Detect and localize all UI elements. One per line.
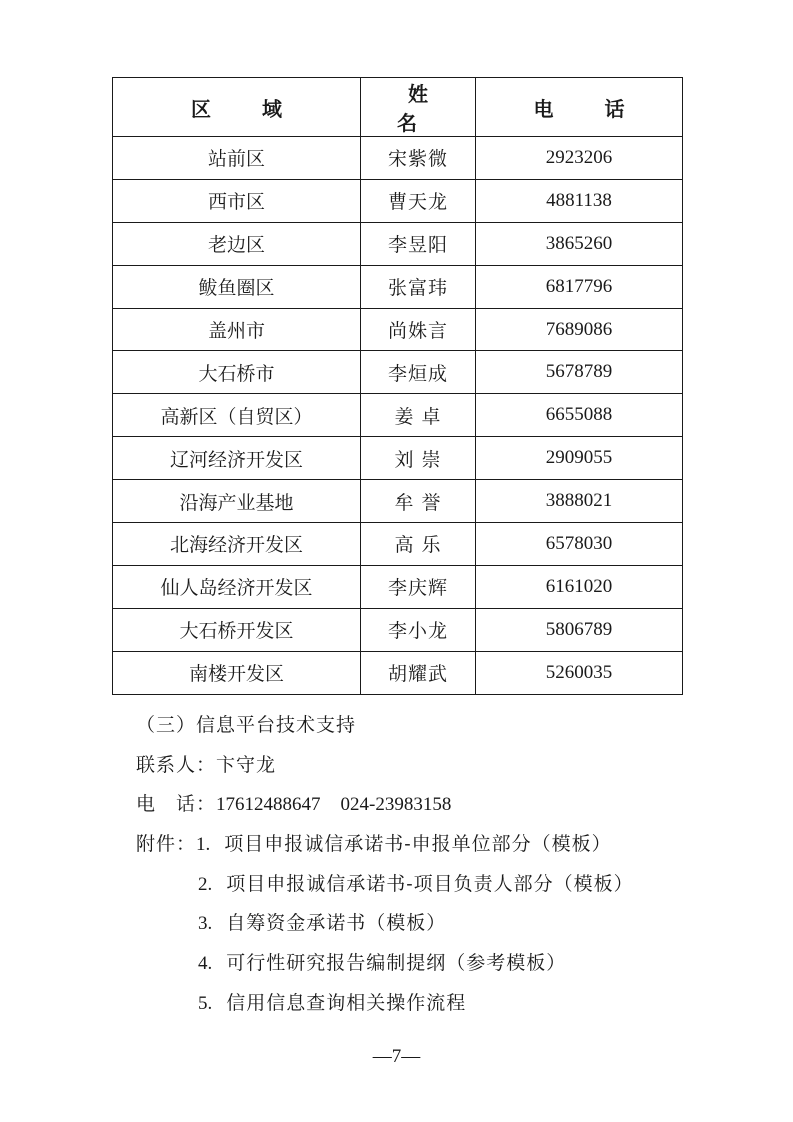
phone-cell: 5806789 [476,608,683,651]
attachment-number: 4. [198,953,213,975]
phone-cell: 6578030 [476,523,683,566]
attachment-number: 2. [198,873,213,895]
table-row [113,179,683,222]
attachment-item [136,865,736,905]
table-row [113,523,683,566]
contact-table [112,77,683,695]
attachment-title: 项目申报诚信承诺书-申报单位部分（模板） [224,833,612,856]
region-cell: 仙人岛经济开发区 [113,565,361,608]
phone-cell: 2909055 [476,437,683,480]
header-phone: 电 话 [476,78,683,137]
name-cell: 李庆辉 [361,565,476,608]
attachment-number: 3. [198,913,213,935]
phone-cell: 6817796 [476,265,683,308]
region-cell: 盖州市 [113,308,361,351]
header-name: 姓 名 [361,78,476,137]
contact-label: 联系人： [136,753,217,776]
region-cell: 北海经济开发区 [113,523,361,566]
phone-mobile: 17612488647 [216,794,321,816]
table-row [113,651,683,694]
phone-cell: 7689086 [476,308,683,351]
phone-cell: 5678789 [476,351,683,394]
name-cell: 李小龙 [361,608,476,651]
phone-cell: 5260035 [476,651,683,694]
region-cell: 老边区 [113,222,361,265]
region-cell: 辽河经济开发区 [113,437,361,480]
phone-label: 电 话： [136,793,217,816]
name-cell: 姜 卓 [361,394,476,437]
phone-cell: 2923206 [476,137,683,180]
attachment-number: 1. [196,834,211,856]
phone-cell: 3888021 [476,480,683,523]
table-body [113,137,683,695]
name-cell: 胡耀武 [361,651,476,694]
attachment-title: 信用信息查询相关操作流程 [226,991,467,1014]
name-cell: 曹天龙 [361,179,476,222]
attachment-number: 5. [198,992,213,1014]
info-block [136,706,736,1024]
name-cell: 李烜成 [361,351,476,394]
region-cell: 大石桥市 [113,351,361,394]
attachment-item [136,944,736,984]
name-cell: 刘 崇 [361,437,476,480]
table-row [113,351,683,394]
attachment-item [136,904,736,944]
table-row [113,394,683,437]
table-row [113,437,683,480]
section-heading: （三）信息平台技术支持 [136,714,357,736]
phone-cell: 3865260 [476,222,683,265]
table-row [113,608,683,651]
table-row [113,265,683,308]
contact-name: 卞守龙 [216,753,277,776]
table-row [113,222,683,265]
name-cell: 牟 誉 [361,480,476,523]
attachments-label: 附件： [136,833,197,856]
region-cell: 站前区 [113,137,361,180]
table-header-row [113,78,683,137]
region-cell: 沿海产业基地 [113,480,361,523]
phone-cell: 6161020 [476,565,683,608]
table-row [113,480,683,523]
header-region: 区 域 [113,78,361,137]
name-cell: 张富玮 [361,265,476,308]
phone-line [136,785,736,825]
name-cell: 尚姝言 [361,308,476,351]
phone-cell: 4881138 [476,179,683,222]
region-cell: 南楼开发区 [113,651,361,694]
attachment-title: 自筹资金承诺书（模板） [226,912,447,935]
attachment-title: 项目申报诚信承诺书-项目负责人部分（模板） [226,872,634,895]
region-cell: 鲅鱼圈区 [113,265,361,308]
table-header [113,78,683,137]
table-row [113,137,683,180]
table-row [113,565,683,608]
region-cell: 大石桥开发区 [113,608,361,651]
name-cell: 高 乐 [361,523,476,566]
page-number: —7— [372,1046,421,1067]
attachment-item [136,825,736,865]
table-row [113,308,683,351]
name-cell: 宋紫微 [361,137,476,180]
phone-cell: 6655088 [476,394,683,437]
region-cell: 西市区 [113,179,361,222]
attachment-item [136,984,736,1024]
name-cell: 李昱阳 [361,222,476,265]
attachment-title: 可行性研究报告编制提纲（参考模板） [226,952,567,975]
phone-landline: 024-23983158 [340,794,452,816]
region-cell: 高新区（自贸区） [113,394,361,437]
contact-line [136,746,736,786]
